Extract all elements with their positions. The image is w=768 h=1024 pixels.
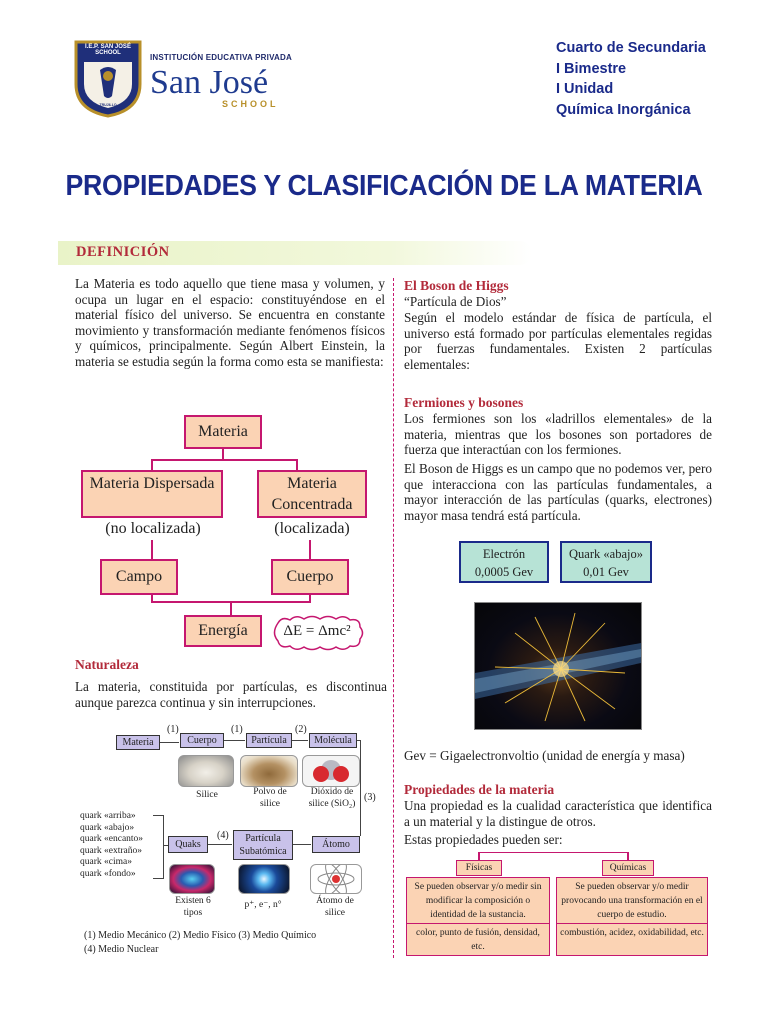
quark-item: quark «encanto» xyxy=(80,834,144,844)
materia-box: Materia xyxy=(184,415,262,449)
nat-step-4: (4) xyxy=(217,830,229,841)
nat-arrow xyxy=(160,742,179,743)
particle-value: 0,01 Gev xyxy=(583,565,629,579)
quark-list xyxy=(80,811,143,880)
polvo-silice-image xyxy=(240,755,298,787)
particle-name: Quark «abajo» xyxy=(569,547,643,561)
particle-name: Electrón xyxy=(482,547,526,561)
cuerpo-box: Cuerpo xyxy=(271,559,349,595)
propiedades-text-2: Estas propiedades pueden ser: xyxy=(404,832,563,847)
prop-connector xyxy=(627,852,629,860)
nat-molecula-box: Molécula xyxy=(309,733,357,748)
silice-caption: Silice xyxy=(196,790,218,800)
nat-quaks-box: Quaks xyxy=(168,836,208,853)
definition-heading: DEFINICIÓN xyxy=(76,244,170,260)
propiedades-heading: Propiedades de la materia xyxy=(404,782,555,797)
concentrada-box xyxy=(257,470,367,518)
atomo-caption: Átomo de silice xyxy=(316,896,354,918)
higgs-quote: “Partícula de Dios” xyxy=(404,294,507,309)
fermiones-text-2: El Boson de Higgs es un campo que no podemos ver, pero que interacciona con las partículas fundamentales, a mayor interacción de las partículas (quarks, electrones) mayor masa tendrá está partícula. xyxy=(404,461,712,523)
fisicas-header: Físicas xyxy=(456,860,502,876)
higgs-text: Según el modelo estándar de física de partícula, el universo está formado por partículas elementales regidas por fuerzas fundamentales. Existen 2 partículas elementales: xyxy=(404,310,712,372)
institution-sub: SCHOOL xyxy=(222,99,279,109)
school-logo xyxy=(74,40,142,118)
course-grade: Cuarto de Secundaria xyxy=(556,40,706,56)
quark-item: quark «extraño» xyxy=(80,845,142,856)
particle-quark-box xyxy=(560,541,652,583)
nat-arrow xyxy=(208,844,232,845)
course-unit: I Unidad xyxy=(556,81,614,97)
quark-item: quark «arriba» xyxy=(80,811,136,821)
dispersada-label: Materia Dispersada xyxy=(89,475,215,492)
silice-image xyxy=(178,755,234,787)
diagram-connector xyxy=(151,459,296,461)
legend-line: (4) Medio Nuclear xyxy=(84,944,159,955)
particle-electron-box xyxy=(459,541,549,583)
fermiones-heading: Fermiones y bosones xyxy=(404,395,524,410)
concentrada-label: Materia Concentrada xyxy=(271,475,353,513)
prop-connector xyxy=(478,852,480,860)
quark-item: quark «abajo» xyxy=(80,822,135,833)
propiedades-text-1: Una propiedad es la cualidad característica que identifica a un material y la distingue de otros. xyxy=(404,798,712,829)
diagram-connector xyxy=(151,540,153,560)
dioxido-silice-image xyxy=(302,755,360,787)
quimicas-examples: combustión, acidez, oxidabilidad, etc. xyxy=(556,923,708,956)
higgs-collision-image xyxy=(474,602,642,730)
localizada-label: (localizada) xyxy=(274,520,350,537)
nat-subatomica-box: Partícula Subatómica xyxy=(233,830,293,860)
legend-line: (1) Medio Mecánico (2) Medio Físico (3) Medio Químico xyxy=(84,930,317,941)
polvo-caption: Polvo de silice xyxy=(253,787,287,809)
nat-legend xyxy=(84,929,316,957)
nat-arrow xyxy=(224,740,245,741)
nat-arrow xyxy=(293,844,311,845)
nat-cuerpo-box: Cuerpo xyxy=(180,733,224,748)
higgs-heading: El Boson de Higgs xyxy=(404,278,509,293)
logo-top-text: I.E.P. SAN JOSÉ SCHOOL xyxy=(85,44,131,56)
quark-bracket xyxy=(153,815,164,879)
naturaleza-text: La materia, constituida por partículas, es discontinua aunque parezca continua y sin interrupciones. xyxy=(75,679,387,710)
formula-text: ΔE = Δmc² xyxy=(283,623,351,639)
nat-materia-box: Materia xyxy=(116,735,160,750)
fisicas-desc: Se pueden observar y/o medir sin modificar la composición o identidad de la sustancia. xyxy=(406,877,550,924)
diagram-connector xyxy=(309,540,311,560)
nat-arrow xyxy=(292,740,308,741)
formula-cloud xyxy=(268,615,366,651)
energia-box: Energía xyxy=(184,615,262,647)
column-divider xyxy=(393,278,395,958)
atom-image xyxy=(310,864,362,894)
nat-atomo-box: Átomo xyxy=(312,836,360,853)
quark-item: quark «fondo» xyxy=(80,868,136,879)
quark-item: quark «cima» xyxy=(80,857,132,867)
diagram-connector xyxy=(230,601,232,615)
dioxido-caption: Dióxido de silice (SiO₂) xyxy=(308,787,356,809)
nat-step-1a: (1) xyxy=(167,724,179,735)
institution-label: INSTITUCIÓN EDUCATIVA PRIVADA xyxy=(150,53,292,62)
page-title: PROPIEDADES Y CLASIFICACIÓN DE LA MATERIA xyxy=(65,170,703,202)
dispersada-box xyxy=(81,470,223,518)
institution-name: San José xyxy=(150,64,269,101)
course-bimester: I Bimestre xyxy=(556,60,627,77)
quarks-image xyxy=(169,864,215,894)
campo-box: Campo xyxy=(100,559,178,595)
nat-step-2: (2) xyxy=(295,724,307,735)
nat-particula-box: Partícula xyxy=(246,733,292,748)
fisicas-examples: color, punto de fusión, densidad, etc. xyxy=(406,923,550,956)
course-subject: Química Inorgánica xyxy=(556,101,691,118)
logo-bottom-text: TRUJILLO xyxy=(99,103,117,107)
fermiones-text-1: Los fermiones son los «ladrillos elementales» de la materia, mientras que los bosones son portadores de fuerza que interactúan con los fermiones. xyxy=(404,411,712,457)
subatomic-image xyxy=(238,864,290,894)
nat-step-3: (3) xyxy=(364,792,376,803)
particle-value: 0,0005 Gev xyxy=(474,565,534,579)
nat-step-1b: (1) xyxy=(231,724,243,735)
naturaleza-heading: Naturaleza xyxy=(75,657,139,672)
course-info xyxy=(556,38,706,120)
nat-arrow xyxy=(360,740,361,836)
pen-caption: p⁺, e⁻, n° xyxy=(244,900,282,910)
no-localizada-label: (no localizada) xyxy=(105,520,201,537)
gev-note: Gev = Gigaelectronvoltio (unidad de energía y masa) xyxy=(404,748,685,763)
quimicas-desc: Se pueden observar y/o medir provocando una transformación en el cuerpo de estudio. xyxy=(556,877,708,924)
prop-connector xyxy=(478,852,629,853)
definition-text: La Materia es todo aquello que tiene masa y volumen, y ocupa un lugar en el espacio: constituyéndose en el material físico del universo. Se encuentra en constante movimiento y transformación mediante fenómenos físicos y químicos, principalmente. Según Albert Einstein, la materia se estudia según la forma como esta se manifiesta: xyxy=(75,276,385,369)
existen-caption: Existen 6 tipos xyxy=(175,896,211,918)
quimicas-header: Químicas xyxy=(602,860,654,876)
